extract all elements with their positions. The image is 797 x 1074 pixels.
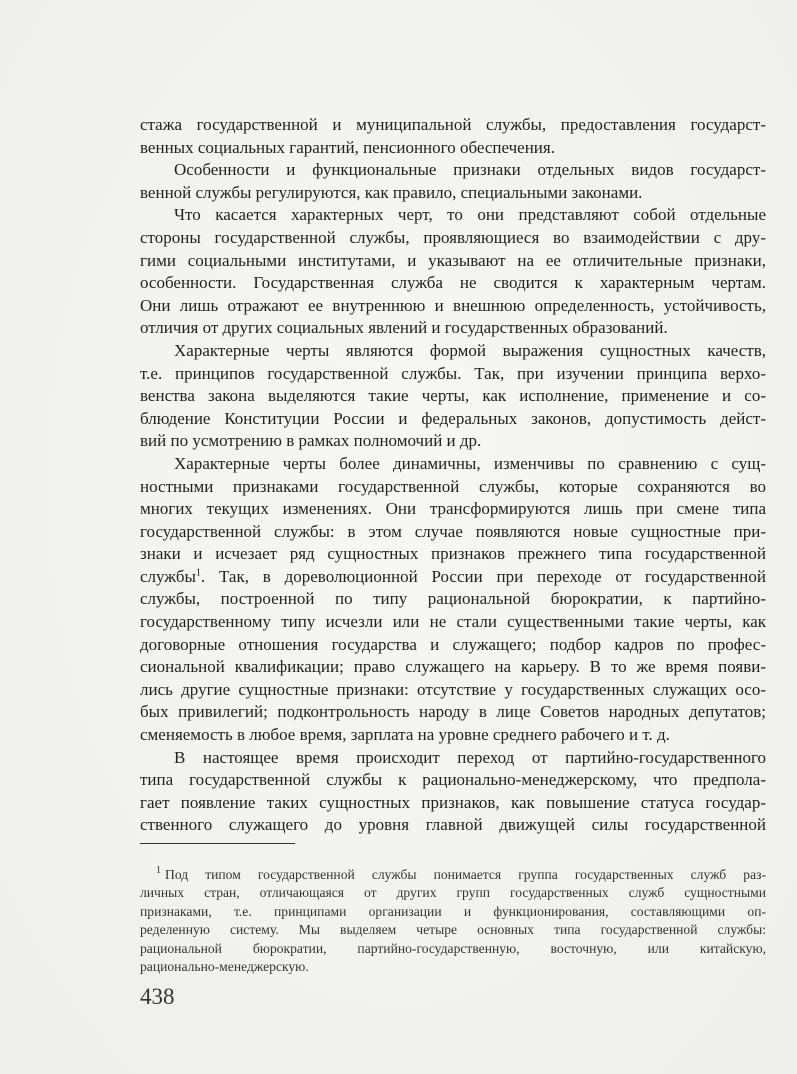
text-line: особенности. Государственная служба не сводится к характерным чертам. (140, 273, 766, 293)
text-line: знаки и исчезает ряд сущностных признаков прежнего типа государственной (140, 544, 766, 564)
text-line (140, 566, 766, 589)
main-text (140, 114, 766, 837)
footnote-line: ределенную систему. Мы выделяем четыре основных типа государственной службы: (140, 922, 766, 938)
text-line: венства закона выделяются такие черты, как исполнение, применение и со- (140, 386, 766, 406)
footnote-marker: 1 (156, 865, 161, 877)
text-line: блюдение Конституции России и федеральных законов, допустимость дейст- (140, 408, 766, 428)
footnote-divider (140, 843, 295, 844)
text-line: сменяемость в любое время, зарплата на уровне среднего рабочего и т. д. (140, 725, 670, 745)
text-line: государственной службы: в этом случае появляются новые сущностные при- (140, 521, 766, 541)
footnote-line: рациональной бюрократии, партийно-государственную, восточную, или китайскую, (140, 940, 766, 956)
paragraph-start: В настоящее время происходит переход от партийно-государственного (174, 747, 766, 767)
text-line: т.е. принципов государственной службы. Так, при изучении принципа верхо- (140, 363, 766, 383)
text-line: гими социальными институтами, и указывают на ее отличительные признаки, (140, 250, 766, 270)
text-line: отличия от других социальных явлений и государственных образований. (140, 318, 668, 338)
text-line: многих текущих изменениях. Они трансформируются лишь при смене типа (140, 499, 766, 519)
paragraph-start: Что касается характерных черт, то они представляют собой отдельные (174, 205, 766, 225)
text-line: венных социальных гарантий, пенсионного обеспечения. (140, 137, 555, 157)
page-number: 438 (140, 984, 175, 1009)
footnote-line: $^1$ Под типом государственной службы понимается группа государственных служб раз- (156, 865, 766, 882)
text-fragment: службы$^1$ (140, 566, 201, 586)
paragraph-start: Особенности и функциональные признаки отдельных видов государст- (174, 160, 766, 180)
footnote-line: признаками, т.е. принципами организации и функционирования, составляющими оп- (140, 903, 766, 919)
footnote-reference[interactable]: 1 (195, 567, 201, 579)
text-line: стороны государственной службы, проявляющиеся во взаимодействии с дру- (140, 227, 766, 247)
text-line: ностными признаками государственной службы, которые сохраняются во (140, 476, 766, 496)
text-line: государственному типу исчезли или не стали существенными такие черты, как (140, 612, 766, 632)
text-line: вий по усмотрению в рамках полномочий и др. (140, 431, 482, 451)
text-line: службы, построенной по типу рациональной бюрократии, к партийно- (140, 589, 766, 609)
text-line: Они лишь отражают ее внутреннюю и внешнюю определенность, устойчивость, (140, 295, 766, 315)
text-line: типа государственной службы к рационально-менеджерскому, что предпола- (140, 770, 766, 790)
text-line: венной службы регулируются, как правило, специальными законами. (140, 182, 643, 202)
paragraph-start: Характерные черты более динамичны, изменчивы по сравнению с сущ- (174, 453, 766, 473)
footnote (140, 866, 766, 976)
text-line: сиональной квалификации; право служащего на карьеру. В то же время появи- (140, 657, 766, 677)
text-line: бых привилегий; подконтрольность народу в лице Советов народных депутатов; (140, 702, 766, 722)
text-fragment: . Так, в дореволюционной России при переходе от государственной (200, 566, 766, 586)
text-line: лись другие сущностные признаки: отсутствие у государственных служащих осо- (140, 679, 766, 699)
text-line: ственного служащего до уровня главной движущей силы государственной (140, 815, 766, 835)
footnote-line: личных стран, отличающаяся от других групп государственных служб сущностными (140, 885, 766, 901)
text-line: договорные отношения государства и служащего; подбор кадров по профес- (140, 634, 766, 654)
paragraph-start: Характерные черты являются формой выражения сущностных качеств, (174, 340, 766, 360)
footnote-line: рационально-менеджерскую. (140, 958, 309, 974)
text-line: стажа государственной и муниципальной службы, предоставления государст- (140, 115, 766, 134)
text-line: гает появление таких сущностных признаков, как повышение статуса государ- (140, 792, 766, 812)
